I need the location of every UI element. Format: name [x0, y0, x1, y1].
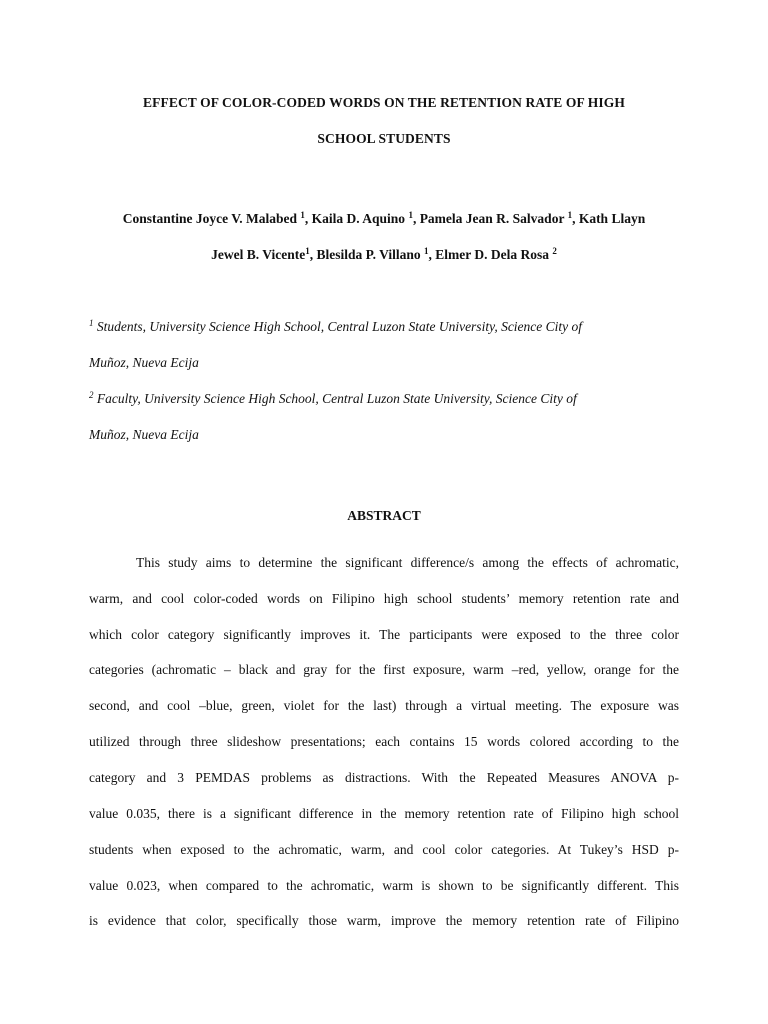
abstract-heading: ABSTRACT [347, 508, 421, 523]
author-separator: , [572, 211, 579, 226]
abstract-line: value 0.035, there is a significant difference in the memory retention rate of Filipino high school [89, 806, 679, 821]
abstract-line: This study aims to determine the significant difference/s among the effects of achromatic, [136, 555, 679, 570]
abstract-line: second, and cool –blue, green, violet for the last) through a virtual meeting. The exposure was [89, 698, 679, 713]
author-name: Kaila D. Aquino [311, 211, 409, 226]
affiliation-mark: 2 [89, 390, 94, 400]
author-separator: , [428, 247, 436, 262]
abstract-line: categories (achromatic – black and gray for the first exposure, warm –red, yellow, orange for the [89, 662, 679, 677]
author-affiliation-mark: 1 [424, 246, 429, 256]
abstract-line: warm, and cool color-coded words on Filipino high school students’ memory retention rate and [89, 591, 679, 606]
abstract-line: utilized through three slideshow presentations; each contains 15 words colored according to the [89, 734, 679, 749]
author-separator: , [309, 247, 317, 262]
paper-title-line-1: EFFECT OF COLOR-CODED WORDS ON THE RETENTION RATE OF HIGH [143, 95, 625, 110]
author-affiliation-mark: 2 [552, 246, 557, 256]
author-affiliation-mark: 1 [567, 210, 573, 220]
paper-title-line-2: SCHOOL STUDENTS [317, 131, 451, 146]
affiliation-text: Faculty, University Science High School, Central Luzon State University, Science City of [93, 391, 577, 406]
author-name: Blesilda P. Villano [316, 247, 425, 262]
author-affiliation-mark: 1 [408, 210, 413, 220]
author-affiliation-mark: 1 [300, 210, 305, 220]
abstract-line: value 0.023, when compared to the achromatic, warm is shown to be significantly different. This [89, 878, 679, 893]
author-affiliation-mark: 1 [305, 246, 310, 256]
author-name: Constantine Joyce V. Malabed [122, 211, 301, 226]
affiliation-1 [89, 319, 689, 335]
abstract-line: students when exposed to the achromatic, warm, and cool color categories. At Tukey’s HSD p- [89, 842, 679, 857]
author-separator: , [304, 211, 312, 226]
abstract-line: category and 3 PEMDAS problems as distractions. With the Repeated Measures ANOVA p- [89, 770, 679, 785]
author-name: Elmer D. Dela Rosa [435, 247, 553, 262]
affiliation-1-continued: Muñoz, Nueva Ecija [89, 355, 199, 370]
affiliation-2 [89, 391, 689, 407]
affiliation-text: Students, University Science High School, Central Luzon State University, Science City of [93, 319, 583, 334]
abstract-line: is evidence that color, specifically those warm, improve the memory retention rate of Filipino [89, 913, 679, 928]
author-separator: , [412, 211, 420, 226]
author-list-line-1 [60, 211, 708, 227]
affiliation-2-continued: Muñoz, Nueva Ecija [89, 427, 199, 442]
author-list-line-2 [60, 247, 708, 263]
author-name: Pamela Jean R. Salvador [419, 211, 568, 226]
abstract-line: which color category significantly improves it. The participants were exposed to the three color [89, 627, 679, 642]
affiliation-mark: 1 [89, 318, 94, 328]
author-name: Jewel B. Vicente [211, 247, 306, 262]
author-name: Kath Llayn [578, 211, 646, 226]
